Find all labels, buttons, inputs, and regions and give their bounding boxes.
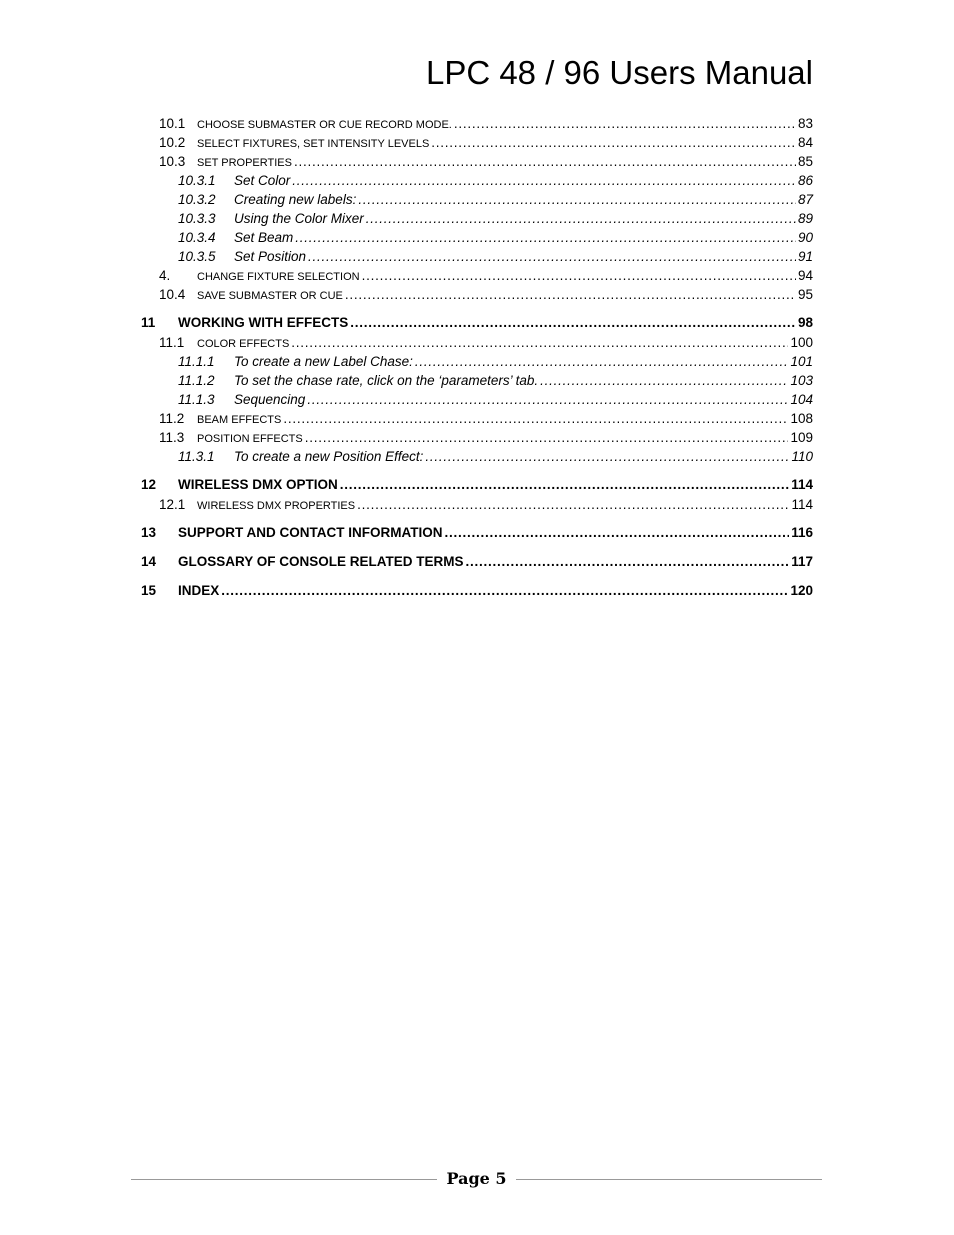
toc-entry-title: Sequencing	[234, 392, 306, 407]
dot-leader	[425, 449, 789, 464]
toc-entry[interactable]	[141, 287, 813, 306]
toc-entry[interactable]	[141, 449, 813, 468]
toc-entry[interactable]	[141, 554, 813, 574]
toc-entry-number: 10.1	[159, 116, 186, 131]
toc-entry-page: 109	[790, 430, 813, 445]
toc-entry[interactable]	[141, 268, 813, 287]
table-of-contents	[141, 116, 813, 603]
toc-entry-number: 11.2	[159, 411, 185, 426]
toc-entry-title: POSITION EFFECTS	[197, 433, 303, 445]
toc-entry-page: 98	[797, 315, 813, 330]
dot-leader	[295, 230, 796, 245]
toc-entry-title: GLOSSARY OF CONSOLE RELATED TERMS	[178, 554, 464, 569]
toc-entry-number: 12	[141, 477, 157, 492]
toc-entry-title: Set Beam	[234, 230, 294, 245]
toc-entry-page: 114	[791, 497, 813, 512]
toc-entry-title: SAVE SUBMASTER OR CUE	[197, 290, 343, 302]
toc-entry-page: 83	[797, 116, 813, 131]
toc-entry-page: 116	[791, 525, 813, 540]
toc-entry-page: 90	[797, 230, 813, 245]
toc-entry-page: 117	[791, 554, 813, 569]
toc-entry-title: To create a new Label Chase:	[234, 354, 413, 369]
toc-entry-page: 91	[797, 249, 813, 264]
dot-leader	[283, 411, 788, 426]
dot-leader	[366, 211, 796, 226]
dot-leader	[358, 192, 796, 207]
toc-entry-title: To create a new Position Effect:	[234, 449, 424, 464]
toc-entry-title: Using the Color Mixer	[234, 211, 364, 226]
toc-entry[interactable]	[141, 116, 813, 135]
toc-entry-page: 114	[791, 477, 813, 492]
toc-entry-page: 110	[791, 449, 813, 464]
toc-entry[interactable]	[141, 477, 813, 497]
toc-entry[interactable]	[141, 392, 813, 411]
dot-leader	[291, 335, 788, 350]
toc-entry-number: 13	[141, 525, 157, 540]
dot-leader	[350, 315, 796, 330]
footer-rule-right	[516, 1179, 822, 1180]
toc-entry-number: 11.1	[159, 335, 185, 350]
dot-leader	[345, 287, 796, 302]
dot-leader	[357, 497, 789, 512]
toc-entry[interactable]	[141, 583, 813, 603]
toc-entry-number: 11.3	[159, 430, 185, 445]
toc-entry[interactable]	[141, 230, 813, 249]
dot-leader	[454, 116, 796, 131]
toc-entry-page: 103	[790, 373, 813, 388]
toc-entry-title: CHANGE FIXTURE SELECTION	[197, 271, 360, 283]
toc-entry-title: COLOR EFFECTS	[197, 338, 290, 350]
toc-entry[interactable]	[141, 525, 813, 545]
toc-entry-page: 100	[790, 335, 813, 350]
toc-entry[interactable]	[141, 249, 813, 268]
dot-leader	[362, 268, 796, 283]
toc-entry-title: SUPPORT AND CONTACT INFORMATION	[178, 525, 443, 540]
dot-leader	[466, 554, 790, 569]
toc-entry-page: 89	[797, 211, 813, 226]
toc-entry-title: BEAM EFFECTS	[197, 414, 282, 426]
dot-leader	[292, 173, 796, 188]
toc-entry-title: WORKING WITH EFFECTS	[178, 315, 349, 330]
toc-entry-number: 10.3.5	[178, 249, 216, 264]
dot-leader	[305, 430, 789, 445]
toc-entry[interactable]	[141, 430, 813, 449]
toc-entry[interactable]	[141, 154, 813, 173]
toc-entry-page: 85	[797, 154, 813, 169]
toc-entry-title: CHOOSE SUBMASTER OR CUE RECORD MODE.	[197, 119, 452, 131]
toc-entry-number: 11.1.2	[178, 373, 215, 388]
dot-leader	[308, 249, 796, 264]
toc-entry-page: 101	[790, 354, 813, 369]
toc-entry-page: 108	[790, 411, 813, 426]
toc-entry-title: To set the chase rate, click on the ‘parameters’ tab.	[234, 373, 539, 388]
dot-leader	[307, 392, 788, 407]
toc-entry[interactable]	[141, 211, 813, 230]
toc-entry-page: 84	[797, 135, 813, 150]
toc-entry-number: 12.1	[159, 497, 186, 512]
toc-entry[interactable]	[141, 411, 813, 430]
toc-entry-title: WIRELESS DMX PROPERTIES	[197, 500, 356, 512]
toc-entry-title: SELECT FIXTURES, SET INTENSITY LEVELS	[197, 138, 430, 150]
dot-leader	[444, 525, 789, 540]
toc-entry-title: Set Position	[234, 249, 307, 264]
toc-entry[interactable]	[141, 173, 813, 192]
dot-leader	[540, 373, 788, 388]
toc-entry-page: 86	[797, 173, 813, 188]
toc-entry[interactable]	[141, 373, 813, 392]
toc-entry-number: 10.2	[159, 135, 186, 150]
toc-entry-number: 11.3.1	[178, 449, 215, 464]
toc-entry[interactable]	[141, 135, 813, 154]
toc-entry-title: WIRELESS DMX OPTION	[178, 477, 338, 492]
dot-leader	[221, 583, 788, 598]
toc-entry-number: 10.4	[159, 287, 186, 302]
toc-entry[interactable]	[141, 497, 813, 516]
toc-entry[interactable]	[141, 192, 813, 211]
toc-entry-page: 104	[790, 392, 813, 407]
page-footer	[131, 1168, 822, 1192]
dot-leader	[415, 354, 789, 369]
toc-entry-title: INDEX	[178, 583, 220, 598]
dot-leader	[294, 154, 796, 169]
toc-entry-number: 10.3.2	[178, 192, 216, 207]
document-title: LPC 48 / 96 Users Manual	[425, 54, 813, 91]
page-number: Page 5	[446, 1169, 507, 1188]
toc-entry-number: 11.1.1	[178, 354, 215, 369]
toc-entry[interactable]	[141, 315, 813, 335]
toc-entry-number: 11.1.3	[178, 392, 215, 407]
toc-entry-number: 4.	[159, 268, 171, 283]
toc-entry[interactable]	[141, 335, 813, 354]
toc-entry-title: SET PROPERTIES	[197, 157, 292, 169]
toc-entry-page: 120	[790, 583, 813, 598]
toc-entry-number: 15	[141, 583, 157, 598]
toc-entry-number: 11	[141, 315, 156, 330]
dot-leader	[340, 477, 789, 492]
toc-entry-number: 10.3.1	[178, 173, 216, 188]
toc-entry-title: Set Color	[234, 173, 291, 188]
dot-leader	[431, 135, 796, 150]
toc-entry[interactable]	[141, 354, 813, 373]
toc-entry-number: 10.3.3	[178, 211, 216, 226]
toc-entry-page: 94	[797, 268, 813, 283]
toc-entry-page: 87	[797, 192, 813, 207]
toc-entry-title: Creating new labels:	[234, 192, 357, 207]
toc-entry-number: 10.3.4	[178, 230, 216, 245]
toc-entry-number: 14	[141, 554, 157, 569]
toc-entry-number: 10.3	[159, 154, 186, 169]
toc-entry-page: 95	[797, 287, 813, 302]
